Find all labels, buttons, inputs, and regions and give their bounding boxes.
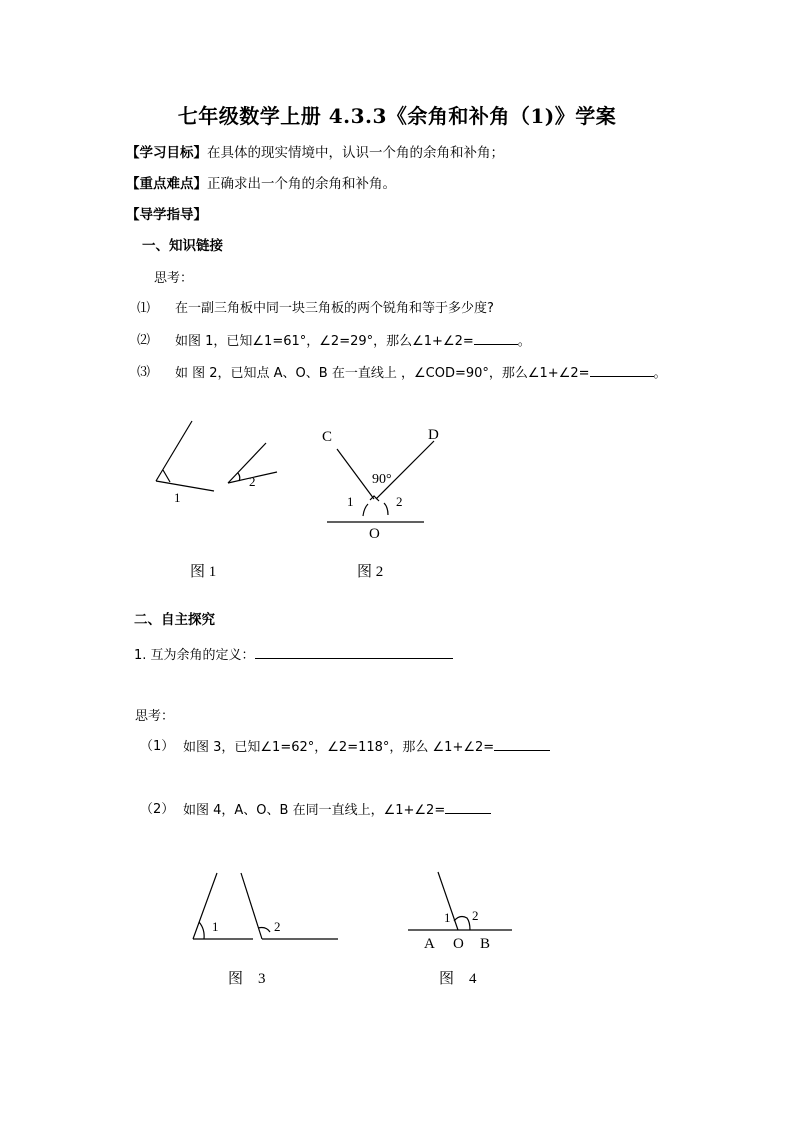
q3-end: 。 <box>653 366 667 381</box>
fig4-label-a: A <box>424 936 435 952</box>
q2-text: 如图 1，已知∠1=61°，∠2=29°，那么∠1+∠2= <box>175 334 474 349</box>
q5-text: 如图 4，A、O、B 在同一直线上，∠1+∠2= <box>183 803 446 818</box>
fig4-label-b: B <box>480 936 491 952</box>
definition-label: 1. 互为余角的定义： <box>134 648 255 663</box>
page-title: 七年级数学上册 4.3.3《余角和补角（1)》学案 <box>177 104 617 128</box>
section1-heading: 一、知识链接 <box>142 238 223 254</box>
fig2-label-90: 90° <box>372 472 392 487</box>
guide-label: 【导学指导】 <box>126 207 207 223</box>
fig2-label-c: C <box>322 429 333 445</box>
fig1-angle2-arc <box>238 473 240 481</box>
q3-number: ⑶ <box>137 365 151 380</box>
fig1-caption: 图 1 <box>190 564 217 580</box>
fig3-label-1: 1 <box>212 919 219 934</box>
q1-number: ⑴ <box>137 301 151 316</box>
fig2-label-o: O <box>369 526 380 542</box>
fig4-angle-arc <box>454 917 470 930</box>
fig4-caption: 图 4 <box>439 971 477 987</box>
fig2-ray-oc <box>337 449 374 499</box>
fig3-angle2-ray <box>241 873 262 939</box>
fig2-label-1: 1 <box>347 494 354 509</box>
fig4-label-2: 2 <box>472 908 479 923</box>
q2-end: 。 <box>517 334 531 349</box>
fig1-label-1: 1 <box>174 490 181 505</box>
fig3-caption: 图 3 <box>228 971 266 987</box>
fig1-angle2-ray-b <box>228 443 266 483</box>
fig2-label-d: D <box>428 427 439 443</box>
q1-text: 在一副三角板中同一块三角板的两个锐角和等于多少度? <box>175 301 494 316</box>
fig3-angle1-arc <box>199 922 204 939</box>
section2-think: 思考： <box>135 709 175 724</box>
fig3-label-2: 2 <box>274 919 281 934</box>
q2-number: ⑵ <box>137 333 151 348</box>
q3-text: 如 图 2，已知点 A、O、B 在一直线上 ，∠COD=90°，那么∠1+∠2= <box>175 366 590 381</box>
q5-number: （2） <box>140 802 175 817</box>
difficulty-text: 正确求出一个角的余角和补角。 <box>207 176 396 192</box>
q4-text: 如图 3，已知∠1=62°，∠2=118°，那么 ∠1+∠2= <box>183 740 495 755</box>
fig1-angle1-ray-b <box>156 421 192 481</box>
fig2-caption: 图 2 <box>357 564 384 580</box>
figure-4 <box>408 872 512 930</box>
q4-number: （1） <box>140 739 175 754</box>
fig4-label-o: O <box>453 936 464 952</box>
figure-1 <box>156 421 277 491</box>
fig4-label-1: 1 <box>444 910 451 925</box>
section1-think: 思考： <box>154 271 194 286</box>
fig1-angle1-arc <box>163 470 170 482</box>
fig2-label-2: 2 <box>396 494 403 509</box>
fig1-label-2: 2 <box>249 474 256 489</box>
section2-heading: 二、自主探究 <box>134 612 215 628</box>
fig2-angle1-arc <box>363 504 368 516</box>
fig2-angle2-arc <box>384 503 388 515</box>
difficulty-label: 【重点难点】 <box>126 176 207 192</box>
fig1-angle1-ray-a <box>156 481 214 491</box>
fig2-ray-od <box>376 441 434 499</box>
objective-text: 在具体的现实情境中，认识一个角的余角和补角； <box>207 145 504 161</box>
objective-label: 【学习目标】 <box>126 145 207 161</box>
